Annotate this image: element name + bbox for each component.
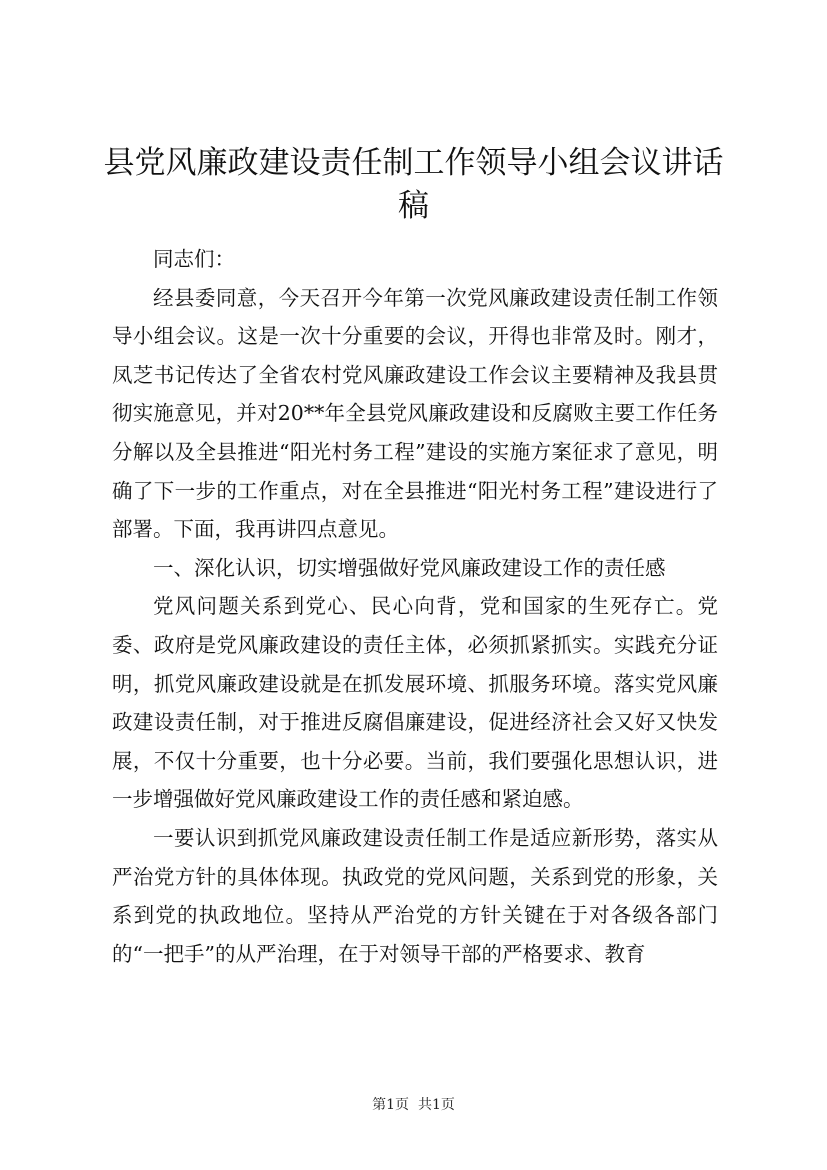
paragraph: 经县委同意，今天召开今年第一次党风廉政建设责任制工作领导小组会议。这是一次十分重要的会议，开得也非常及时。刚才，凤芝书记传达了全省农村党风廉政建设工作会议主要精神及我县贯彻实施意见，并对20**年全县党风廉政建设和反腐败主要工作任务分解以及全县推进“阳光村务工程”建设的实施方案征求了意见，明确了下一步的工作重点，对在全县推进“阳光村务工程”建设进行了部署。下面，我再讲四点意见。 [112,285,718,542]
page-footer [0,1096,827,1114]
paragraph: 党风问题关系到党心、民心向背，党和国家的生死存亡。党委、政府是党风廉政建设的责任主体，必须抓紧抓实。实践充分证明，抓党风廉政建设就是在抓发展环境、抓服务环境。落实党风廉政建设责任制，对于推进反腐倡廉建设，促进经济社会又好又快发展，不仅十分重要，也十分必要。当前，我们要强化思想认识，进一步增强做好党风廉政建设工作的责任感和紧迫感。 [112,594,718,812]
salutation: 同志们： [153,247,235,271]
document-title: 县党风廉政建设责任制工作领导小组会议讲话稿 [103,145,724,224]
page-number: 第1页 共1页 [372,1097,455,1113]
document-body [112,240,718,973]
paragraph: 一要认识到抓党风廉政建设责任制工作是适应新形势，落实从严治党方针的具体体现。执政党的党风问题，关系到党的形象，关系到党的执政地位。坚持从严治党的方针关键在于对各级各部门的“一把手”的从严治理，在于对领导干部的严格要求、教育 [112,825,718,966]
section-heading: 一、深化认识，切实增强做好党风廉政建设工作的责任感 [153,555,666,580]
